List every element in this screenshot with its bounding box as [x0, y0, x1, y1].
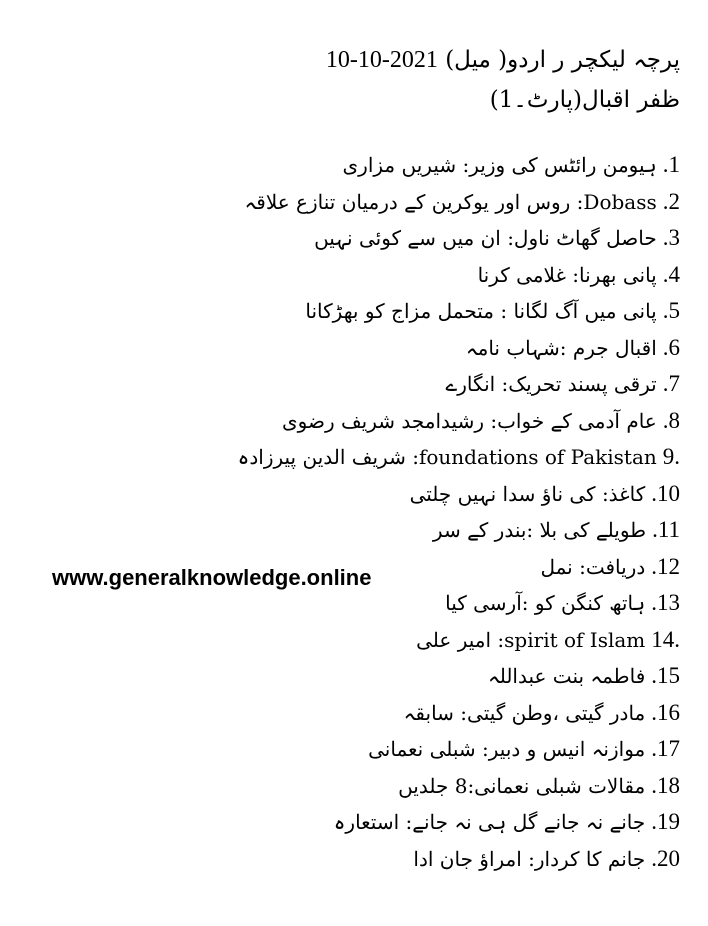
question-item: [488, 661, 680, 691]
question-number: 1.: [662, 152, 680, 177]
question-number: 13.: [651, 590, 680, 615]
question-number: 17.: [651, 736, 680, 761]
question-number: 2.: [662, 188, 680, 214]
website-watermark: www.generalknowledge.online: [48, 563, 375, 593]
question-text: پانی میں آگ لگانا : متحمل مزاج کو بھڑکانا: [305, 299, 657, 323]
exam-date: 10-10-2021: [325, 47, 438, 73]
question-text: جانم کا کردار: امراؤ جان ادا: [413, 846, 646, 871]
question-item: [368, 734, 680, 764]
question-text: Dobass: روس اور یوکرین کے درمیان تنازع علاقہ: [244, 189, 657, 214]
question-number: .14: [651, 626, 680, 652]
question-item: [245, 187, 680, 217]
question-item: [282, 406, 680, 436]
question-number: 6.: [662, 334, 680, 360]
document-title-line: [326, 44, 680, 76]
question-item: [416, 625, 680, 655]
question-item: [343, 150, 680, 180]
question-item: [398, 771, 680, 801]
question-number: 4.: [662, 261, 680, 287]
document-subtitle: ظفر اقبال(پارٹ۔1): [489, 87, 680, 113]
question-text: جانے نہ جانے گل ہی نہ جانے: استعارہ: [333, 810, 646, 834]
question-text: مقالات شبلی نعمانی:8 جلدیں: [398, 773, 646, 798]
question-number: 5.: [662, 298, 680, 323]
question-number: .9: [662, 444, 680, 469]
question-item: [433, 515, 680, 545]
question-text: کاغذ: کی ناؤ سدا نہیں چلتی: [409, 481, 646, 506]
question-text: طویلے کی بلا :بندر کے سر: [432, 518, 647, 542]
question-number: 16.: [651, 699, 680, 725]
question-text: دریافت: نمل: [540, 554, 646, 579]
question-text: spirit of Islam: امیر علی: [416, 627, 646, 652]
question-item: [466, 333, 680, 363]
question-text: موازنہ انیس و دبیر: شبلی نعمانی: [368, 737, 646, 761]
question-number: 7.: [662, 371, 680, 396]
question-item: [404, 698, 680, 728]
question-number: 10.: [651, 480, 680, 506]
question-text: مادر گیتی ،وطن گیتی: سابقہ: [403, 700, 646, 725]
question-item: [413, 844, 680, 874]
question-item: [445, 588, 680, 618]
question-text: فاطمہ بنت عبداللہ: [487, 664, 646, 688]
question-number: 19.: [651, 809, 680, 834]
question-item: [478, 260, 680, 290]
question-number: 8.: [662, 407, 680, 433]
question-number: 11.: [652, 517, 680, 542]
document-title: پرچہ لیکچر ر اردو( میل): [445, 47, 680, 73]
question-item: [410, 479, 680, 509]
question-item: [314, 223, 680, 253]
question-item: [238, 442, 680, 472]
question-item: [540, 552, 680, 582]
question-text: ہیومن رائٹس کی وزیر: شیریں مزاری: [342, 153, 657, 177]
question-number: 12.: [651, 553, 680, 579]
question-text: ہاتھ کنگن کو :آرسی کیا: [445, 591, 646, 615]
question-text: اقبال جرم :شہاب نامہ: [465, 335, 657, 360]
question-text: foundations of Pakistan: شریف الدین پیرزادہ: [237, 445, 657, 469]
question-text: عام آدمی کے خواب: رشیدامجد شریف رضوی: [281, 408, 657, 433]
question-item: [446, 369, 680, 399]
question-number: 3.: [662, 225, 680, 250]
question-number: 15.: [651, 663, 680, 688]
question-item: [305, 296, 680, 326]
question-text: ترقی پسند تحریک: انگارے: [445, 372, 657, 396]
question-item: [334, 807, 680, 837]
question-text: پانی بھرنا: غلامی کرنا: [477, 262, 657, 287]
question-number: 20.: [651, 845, 680, 871]
question-number: 18.: [651, 772, 680, 798]
question-text: حاصل گھاٹ ناول: ان میں سے کوئی نہیں: [314, 226, 657, 250]
